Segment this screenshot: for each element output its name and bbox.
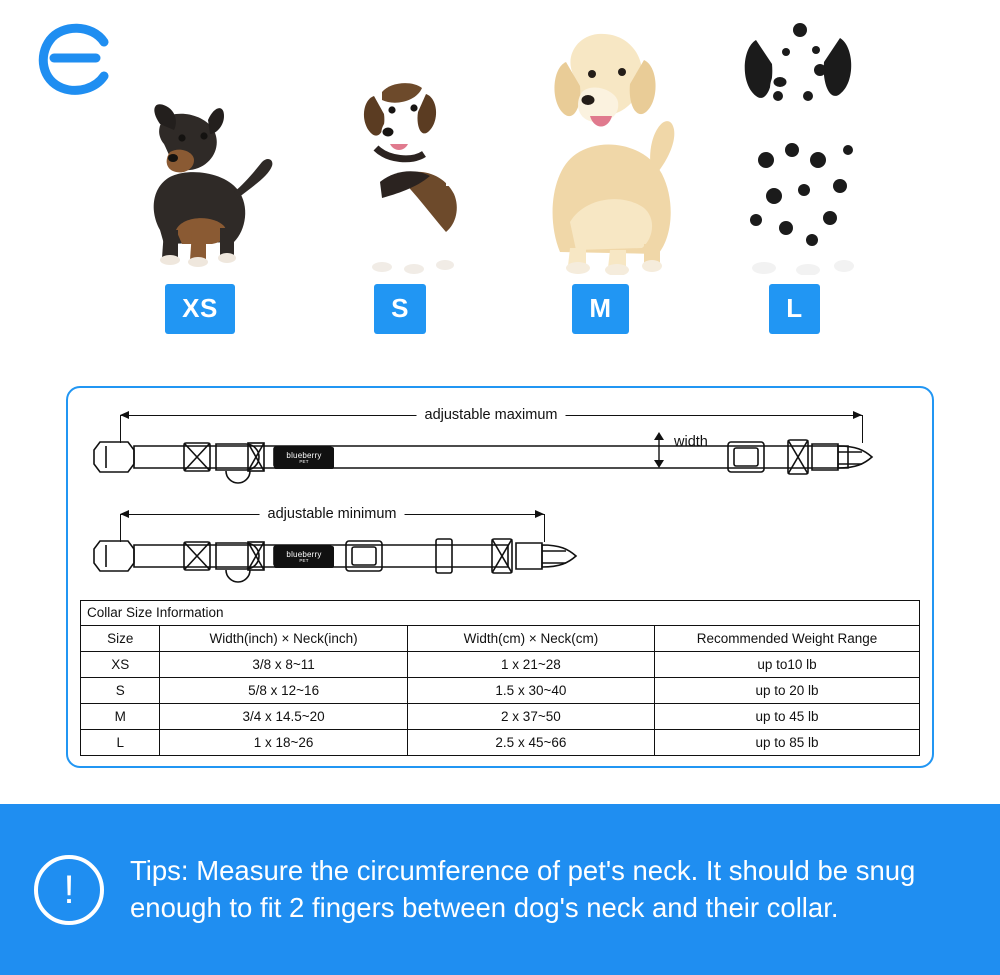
cell-inch: 1 x 18~26: [160, 730, 407, 756]
collar-min-illustration: [88, 529, 648, 587]
adjustable-minimum-label: adjustable minimum: [260, 506, 405, 522]
collar-size-table: [80, 600, 920, 756]
size-badge-xs: XS: [165, 284, 235, 334]
cell-size: XS: [81, 652, 160, 678]
size-badge-s: S: [374, 284, 426, 334]
dog-photo-xs: [120, 80, 280, 280]
cell-weight: up to 85 lb: [655, 730, 920, 756]
cell-cm: 1 x 21~28: [407, 652, 654, 678]
cell-weight: up to10 lb: [655, 652, 920, 678]
cell-weight: up to 45 lb: [655, 704, 920, 730]
table-header-row: [81, 626, 920, 652]
th-weight: Recommended Weight Range: [655, 626, 920, 652]
cell-cm: 2 x 37~50: [407, 704, 654, 730]
width-arrow-icon: [650, 432, 668, 468]
th-size: Size: [81, 626, 160, 652]
dog-card-l: [712, 0, 877, 334]
cell-weight: up to 20 lb: [655, 678, 920, 704]
table-row: [81, 678, 920, 704]
dog-photo-s: [320, 58, 480, 280]
exclamation-circle-icon: [34, 855, 104, 925]
dog-size-row: [0, 0, 1000, 360]
cell-size: M: [81, 704, 160, 730]
dog-photo-m: [518, 22, 683, 280]
dog-card-xs: [120, 80, 280, 334]
dog-card-m: [518, 22, 683, 334]
collar-size-table-wrap: [80, 600, 920, 756]
collar-max-illustration: [88, 430, 908, 488]
cell-cm: 2.5 x 45~66: [407, 730, 654, 756]
cell-inch: 3/4 x 14.5~20: [160, 704, 407, 730]
table-row: [81, 730, 920, 756]
th-cm: Width(cm) × Neck(cm): [407, 626, 654, 652]
adjustable-maximum-label: adjustable maximum: [417, 407, 566, 423]
tips-text: [130, 853, 915, 926]
size-badge-l: L: [769, 284, 819, 334]
cell-inch: 3/8 x 8~11: [160, 652, 407, 678]
tips-line-1: Tips: Measure the circumference of pet's neck. It should be snug: [130, 854, 916, 886]
cell-size: S: [81, 678, 160, 704]
th-inch: Width(inch) × Neck(inch): [160, 626, 407, 652]
table-caption: Collar Size Information: [80, 600, 920, 625]
collar-spec-card: [66, 386, 934, 768]
tips-banner: [0, 804, 1000, 975]
width-label: width: [674, 434, 708, 450]
cell-cm: 1.5 x 30~40: [407, 678, 654, 704]
brand-tag-min: blueberry PET: [274, 546, 334, 568]
collar-diagram: [68, 388, 932, 600]
exclamation-mark: !: [63, 867, 75, 912]
brand-tag-max: blueberry PET: [274, 447, 334, 469]
tips-line-2: enough to fit 2 fingers between dog's neck and their collar.: [130, 891, 839, 923]
size-badge-m: M: [572, 284, 628, 334]
table-row: [81, 652, 920, 678]
dog-photo-l: [712, 0, 877, 280]
table-row: [81, 704, 920, 730]
cell-size: L: [81, 730, 160, 756]
dog-card-s: [320, 58, 480, 334]
cell-inch: 5/8 x 12~16: [160, 678, 407, 704]
